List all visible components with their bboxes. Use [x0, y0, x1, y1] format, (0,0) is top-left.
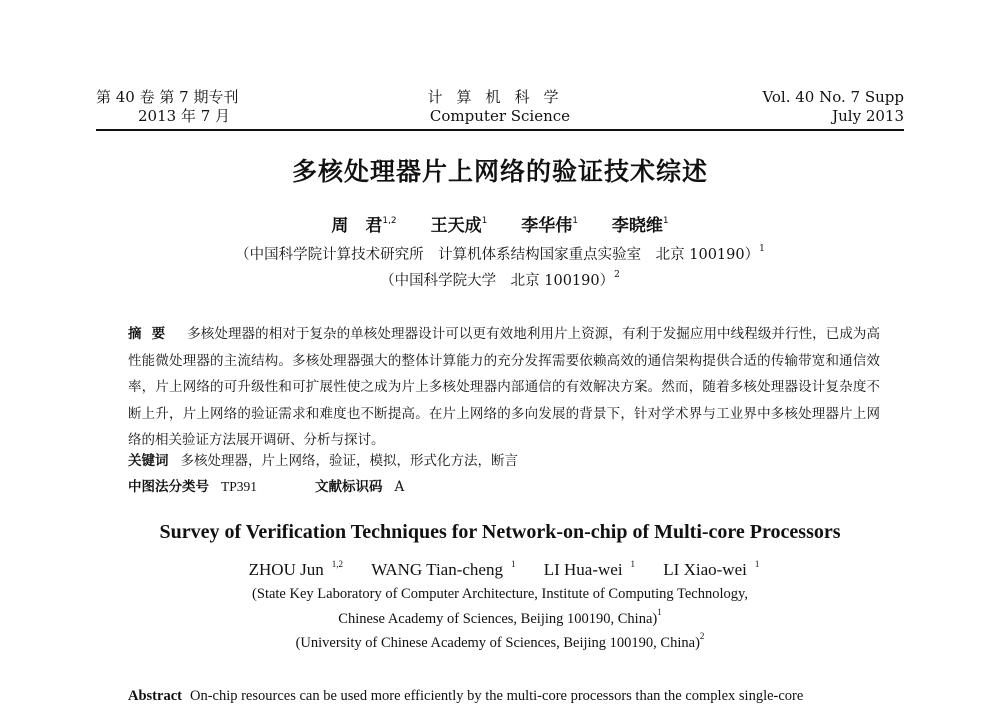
- author-en: LI Hua-wei $^1$: [543, 559, 636, 579]
- volume-issue: 第 40 卷 第 7 期专刊: [96, 88, 239, 106]
- author-en: LI Xiao-wei $^1$: [663, 559, 760, 579]
- classification-line: [128, 477, 880, 497]
- journal-name-cn: 计算机科学: [427, 88, 573, 106]
- author-list-cn: [0, 211, 1000, 236]
- abstract-label-en: Abstract: [128, 688, 182, 704]
- author-cn: 李华伟$^1$: [521, 216, 578, 236]
- affiliation-en: (University of Chinese Academy of Sciences, Beijing 100190, China)$^2$: [295, 631, 705, 651]
- abstract-text-cn: 多核处理器的相对于复杂的单核处理器设计可以更有效地利用片上资源，有利于发掘应用中线程级并行性，已成为高性能微处理器的主流结构。多核处理器强大的整体计算能力的充分发挥需要依赖高效的通信架构提供合适的传输带宽和通信效率，片上网络的可升级性和可扩展性使之成为片上多核处理器内部通信的有效解决方案。然而，随着多核处理器设计复杂度不断上升，片上网络的验证需求和难度也不断提高。在片上网络的多向发展的背景下，针对学术界与工业界中多核处理器片上网络的相关验证方法展开调研、分析与探讨。: [128, 326, 881, 449]
- keywords-label: 关键词: [128, 453, 169, 469]
- affiliation-cn: （中国科学院计算技术研究所 计算机体系结构国家重点实验室 北京 100190）$^1$: [235, 244, 765, 263]
- issue-date-en: July 2013: [832, 107, 904, 125]
- affiliation-en: (State Key Laboratory of Computer Architecture, Institute of Computing Technology,: [252, 586, 748, 602]
- affiliation-text: （中国科学院大学 北京 100190）: [380, 273, 615, 289]
- paper-title-en: Survey of Verification Techniques for Network-on-chip of Multi-core Processors: [159, 521, 841, 543]
- journal-name-en: Computer Science: [429, 107, 571, 125]
- doc-code-label: 文献标识码: [315, 479, 383, 495]
- affiliation-text: （中国科学院计算技术研究所 计算机体系结构国家重点实验室 北京 100190）: [235, 247, 760, 263]
- clc-label: 中图法分类号: [128, 479, 209, 495]
- author-cn: 王天成$^1$: [430, 216, 488, 236]
- keywords-text: 多核处理器，片上网络，验证，模拟，形式化方法，断言: [180, 453, 518, 469]
- author-cn: 李晓维$^1$: [611, 216, 669, 236]
- abstract-label-cn: 摘要: [128, 326, 176, 342]
- author-cn: 周 君$^{1,2}$: [331, 216, 397, 236]
- affiliation-en: Chinese Academy of Sciences, Beijing 100190, China)$^1$: [338, 607, 662, 627]
- abstract-en: [128, 686, 880, 706]
- author-list-en: [0, 560, 1000, 580]
- volume-issue-en: Vol. 40 No. 7 Supp: [762, 88, 904, 106]
- author-en: WANG Tian-cheng $^1$: [371, 559, 516, 579]
- author-en: ZHOU Jun $^{1,2}$: [248, 559, 343, 579]
- header-block: [96, 88, 904, 132]
- affiliation-cn: （中国科学院大学 北京 100190）$^2$: [380, 270, 620, 289]
- issue-date-cn: 2013 年 7 月: [138, 107, 231, 125]
- abstract-text-en: On-chip resources can be used more efficiently by the multi-core processors than the complex single-core: [189, 688, 804, 704]
- doc-code-value: A: [394, 479, 405, 495]
- clc-value: TP391: [221, 479, 258, 494]
- abstract-cn: [128, 321, 880, 454]
- header-right: [762, 88, 904, 126]
- keywords-cn: [128, 451, 880, 471]
- header-divider: [96, 129, 904, 131]
- paper-title-cn: 多核处理器片上网络的验证技术综述: [291, 157, 708, 186]
